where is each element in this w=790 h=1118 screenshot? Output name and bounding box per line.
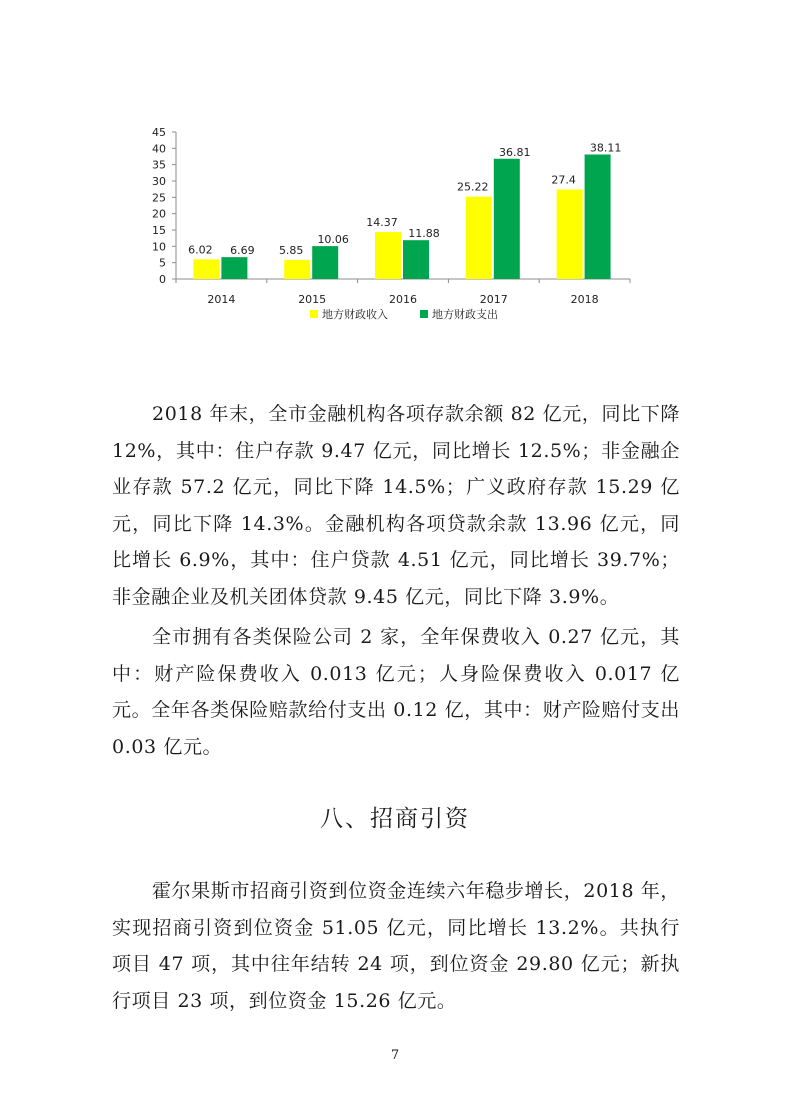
bar-revenue [557,189,583,279]
data-label: 11.88 [408,227,440,241]
data-label: 36.81 [499,145,531,159]
fiscal-bar-chart [140,120,640,335]
data-label: 6.02 [188,243,213,257]
y-tick-label: 35 [152,158,166,172]
paragraph-insurance: 全市拥有各类保险公司 2 家，全年保费收入 0.27 亿元，其中：财产险保费收入 0.013 亿元；人身险保费收入 0.017 亿元。全年各类保险赔款给付支出 0.12 亿，其中：财产险赔付支出 0.03 亿元。 [112,626,680,758]
y-tick-label: 20 [152,207,166,221]
bar-expenditure [494,159,520,279]
data-label: 25.22 [457,180,489,194]
section-heading: 八、招商引资 [320,806,470,832]
y-tick-label: 30 [152,175,166,188]
x-tick-label: 2018 [570,293,599,306]
legend-swatch [310,310,318,318]
y-tick-label: 0 [159,273,166,286]
paragraph-finance-deposits: 2018 年末，全市金融机构各项存款余额 82 亿元，同比下降 12%，其中：住户存款 9.47 亿元，同比增长 12.5%；非金融企业存款 57.2 亿元，同比下降 14.5%；广义政府存款 15.29 亿元，同比下降 14.3%。金融机构各项贷款余款 13.96 亿元，同比增长 6.9%，其中：住户贷款 4.51 亿元，同比增长 39.7%；非金融企业及机关团体贷款 9.45 亿元，同比下降 3.9%。 [112,403,680,608]
data-label: 6.69 [230,244,255,258]
x-tick-label: 2014 [207,293,236,306]
y-tick-label: 40 [152,142,166,156]
x-tick-label: 2015 [298,293,327,306]
bar-revenue [284,260,310,279]
legend-label: 地方财政收入 [322,308,388,321]
page-number: 7 [390,1048,400,1063]
data-label: 38.11 [589,141,622,155]
data-label: 27.4 [551,173,576,187]
x-tick-label: 2017 [479,293,508,306]
bar-expenditure [403,240,429,279]
y-tick-label: 45 [152,126,166,139]
y-tick-label: 15 [152,224,166,237]
x-tick-label: 2016 [389,293,417,306]
bar-revenue [193,259,219,279]
data-label: 14.37 [366,216,398,230]
bar-expenditure [312,246,338,279]
y-tick-label: 5 [159,256,166,270]
paragraph-investment: 霍尔果斯市招商引资到位资金连续六年稳步增长，2018 年，实现招商引资到位资金 51.05 亿元，同比增长 13.2%。共执行项目 47 项，其中往年结转 24 项，到位资金 29.80 亿元；新执行项目 23 项，到位资金 15.26 亿元。 [112,880,680,1012]
legend-label: 地方财政支出 [432,308,498,321]
y-tick-label: 25 [152,191,166,205]
bar-expenditure [585,155,611,279]
data-label: 10.06 [317,233,349,247]
bar-revenue [466,197,492,279]
bar-expenditure [221,257,247,279]
bar-revenue [375,232,401,279]
data-label: 5.85 [278,243,304,257]
legend-swatch [420,310,428,318]
y-tick-label: 10 [152,240,166,254]
